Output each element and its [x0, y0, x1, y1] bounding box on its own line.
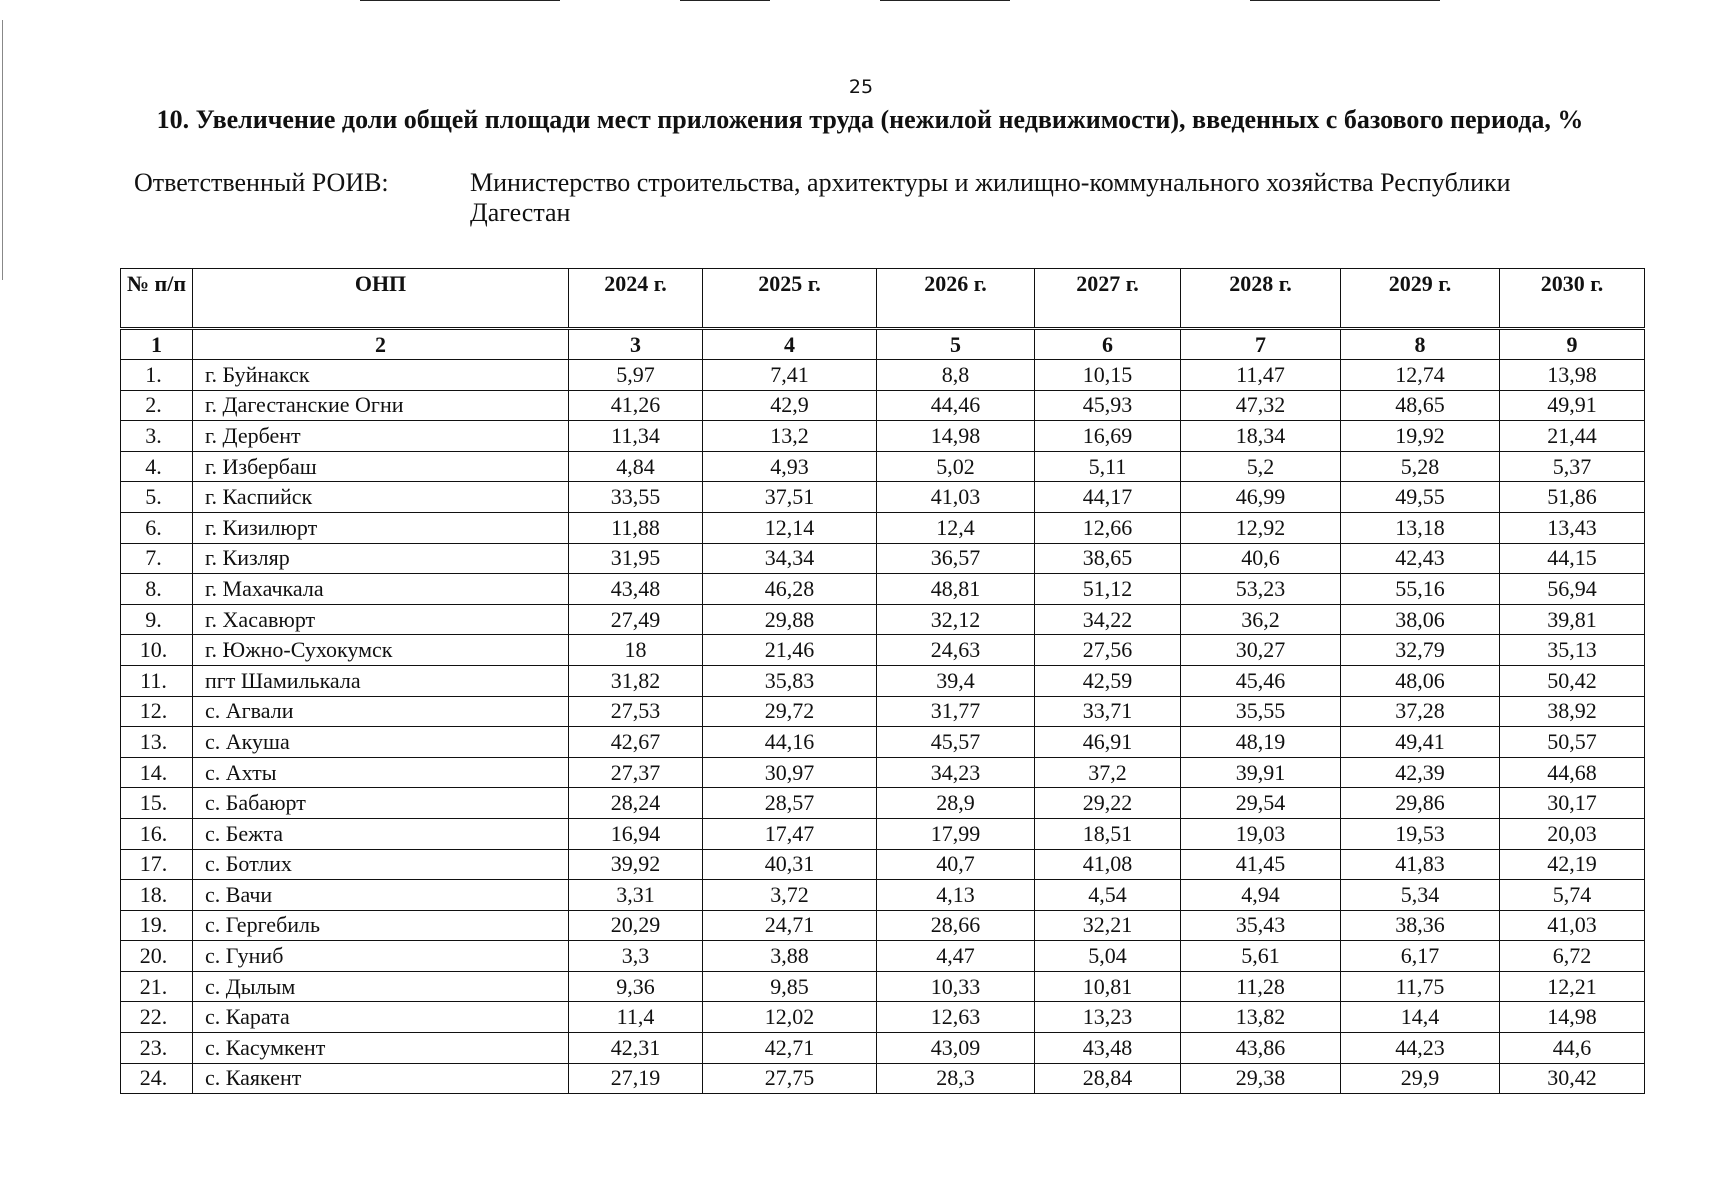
- value-2028: 18,34: [1181, 421, 1341, 452]
- row-number: 16.: [121, 818, 193, 849]
- value-2027: 41,08: [1035, 849, 1181, 880]
- value-2026: 48,81: [877, 574, 1035, 605]
- value-2024: 9,36: [569, 971, 703, 1002]
- row-number: 17.: [121, 849, 193, 880]
- header-settlement: ОНП: [193, 269, 569, 329]
- value-2028: 29,38: [1181, 1063, 1341, 1094]
- value-2026: 44,46: [877, 390, 1035, 421]
- value-2028: 12,92: [1181, 512, 1341, 543]
- value-2029: 13,18: [1341, 512, 1500, 543]
- scan-edge-top-1: [360, 0, 560, 1]
- column-number: 1: [121, 329, 193, 360]
- value-2024: 11,4: [569, 1002, 703, 1033]
- table-header-row: [121, 269, 1645, 329]
- row-number: 1.: [121, 360, 193, 391]
- settlement-name: пгт Шамилькала: [193, 665, 569, 696]
- table-row: [121, 451, 1645, 482]
- settlement-name: с. Агвали: [193, 696, 569, 727]
- value-2027: 32,21: [1035, 910, 1181, 941]
- value-2024: 27,19: [569, 1063, 703, 1094]
- value-2024: 42,31: [569, 1033, 703, 1064]
- row-number: 23.: [121, 1033, 193, 1064]
- value-2030: 44,6: [1500, 1033, 1645, 1064]
- value-2030: 13,43: [1500, 512, 1645, 543]
- row-number: 22.: [121, 1002, 193, 1033]
- value-2025: 29,88: [703, 604, 877, 635]
- value-2030: 5,37: [1500, 451, 1645, 482]
- settlement-name: г. Хасавюрт: [193, 604, 569, 635]
- value-2028: 29,54: [1181, 788, 1341, 819]
- header-number: № п/п: [121, 269, 193, 329]
- row-number: 21.: [121, 971, 193, 1002]
- value-2025: 9,85: [703, 971, 877, 1002]
- table-row: [121, 635, 1645, 666]
- settlement-name: с. Ботлих: [193, 849, 569, 880]
- scan-edge-top-3: [880, 0, 1010, 1]
- value-2024: 28,24: [569, 788, 703, 819]
- value-2025: 42,71: [703, 1033, 877, 1064]
- value-2024: 41,26: [569, 390, 703, 421]
- value-2024: 20,29: [569, 910, 703, 941]
- value-2028: 19,03: [1181, 818, 1341, 849]
- value-2029: 6,17: [1341, 941, 1500, 972]
- header-year-2028: 2028 г.: [1181, 269, 1341, 329]
- value-2026: 28,3: [877, 1063, 1035, 1094]
- table-row: [121, 788, 1645, 819]
- column-number-row: [121, 329, 1645, 360]
- value-2028: 36,2: [1181, 604, 1341, 635]
- settlement-name: с. Касумкент: [193, 1033, 569, 1064]
- table-row: [121, 696, 1645, 727]
- value-2027: 27,56: [1035, 635, 1181, 666]
- value-2029: 48,06: [1341, 665, 1500, 696]
- value-2027: 34,22: [1035, 604, 1181, 635]
- value-2025: 29,72: [703, 696, 877, 727]
- value-2025: 40,31: [703, 849, 877, 880]
- value-2027: 13,23: [1035, 1002, 1181, 1033]
- value-2027: 42,59: [1035, 665, 1181, 696]
- responsible-value: Министерство строительства, архитектуры и жилищно-коммунального хозяйства Республики Дагестан: [470, 168, 1511, 227]
- settlement-name: с. Бежта: [193, 818, 569, 849]
- value-2027: 12,66: [1035, 512, 1181, 543]
- value-2027: 18,51: [1035, 818, 1181, 849]
- row-number: 5.: [121, 482, 193, 513]
- value-2025: 27,75: [703, 1063, 877, 1094]
- value-2029: 12,74: [1341, 360, 1500, 391]
- value-2029: 5,34: [1341, 880, 1500, 911]
- page-number: 25: [848, 76, 874, 98]
- value-2025: 3,88: [703, 941, 877, 972]
- column-number: 2: [193, 329, 569, 360]
- value-2027: 16,69: [1035, 421, 1181, 452]
- row-number: 12.: [121, 696, 193, 727]
- value-2029: 19,92: [1341, 421, 1500, 452]
- value-2030: 42,19: [1500, 849, 1645, 880]
- settlement-name: г. Каспийск: [193, 482, 569, 513]
- scan-edge-left: [2, 20, 3, 280]
- document-title: 10. Увеличение доли общей площади мест приложения труда (нежилой недвижимости), введенных с базового периода, %: [156, 105, 1584, 134]
- value-2024: 31,95: [569, 543, 703, 574]
- value-2027: 4,54: [1035, 880, 1181, 911]
- table-row: [121, 880, 1645, 911]
- value-2027: 45,93: [1035, 390, 1181, 421]
- value-2029: 38,36: [1341, 910, 1500, 941]
- value-2024: 5,97: [569, 360, 703, 391]
- value-2026: 8,8: [877, 360, 1035, 391]
- value-2028: 13,82: [1181, 1002, 1341, 1033]
- value-2024: 4,84: [569, 451, 703, 482]
- value-2028: 53,23: [1181, 574, 1341, 605]
- value-2026: 10,33: [877, 971, 1035, 1002]
- value-2026: 34,23: [877, 757, 1035, 788]
- settlement-name: г. Кизляр: [193, 543, 569, 574]
- row-number: 9.: [121, 604, 193, 635]
- value-2025: 30,97: [703, 757, 877, 788]
- header-year-2026: 2026 г.: [877, 269, 1035, 329]
- value-2025: 46,28: [703, 574, 877, 605]
- value-2024: 27,49: [569, 604, 703, 635]
- value-2028: 46,99: [1181, 482, 1341, 513]
- value-2030: 12,21: [1500, 971, 1645, 1002]
- column-number: 6: [1035, 329, 1181, 360]
- value-2027: 51,12: [1035, 574, 1181, 605]
- row-number: 15.: [121, 788, 193, 819]
- value-2030: 44,15: [1500, 543, 1645, 574]
- value-2025: 7,41: [703, 360, 877, 391]
- value-2029: 11,75: [1341, 971, 1500, 1002]
- table-row: [121, 849, 1645, 880]
- value-2026: 45,57: [877, 727, 1035, 758]
- value-2028: 47,32: [1181, 390, 1341, 421]
- value-2026: 39,4: [877, 665, 1035, 696]
- value-2028: 45,46: [1181, 665, 1341, 696]
- value-2029: 42,43: [1341, 543, 1500, 574]
- value-2030: 50,57: [1500, 727, 1645, 758]
- header-year-2030: 2030 г.: [1500, 269, 1645, 329]
- value-2024: 3,3: [569, 941, 703, 972]
- value-2024: 31,82: [569, 665, 703, 696]
- column-number: 3: [569, 329, 703, 360]
- value-2027: 5,04: [1035, 941, 1181, 972]
- table-row: [121, 1033, 1645, 1064]
- settlement-name: г. Южно-Сухокумск: [193, 635, 569, 666]
- settlement-name: г. Кизилюрт: [193, 512, 569, 543]
- row-number: 10.: [121, 635, 193, 666]
- table-row: [121, 482, 1645, 513]
- value-2024: 27,37: [569, 757, 703, 788]
- value-2024: 11,88: [569, 512, 703, 543]
- value-2030: 49,91: [1500, 390, 1645, 421]
- value-2029: 48,65: [1341, 390, 1500, 421]
- settlement-name: с. Карата: [193, 1002, 569, 1033]
- value-2026: 32,12: [877, 604, 1035, 635]
- table-row: [121, 604, 1645, 635]
- value-2030: 21,44: [1500, 421, 1645, 452]
- value-2025: 12,02: [703, 1002, 877, 1033]
- value-2030: 30,42: [1500, 1063, 1645, 1094]
- table-row: [121, 390, 1645, 421]
- value-2027: 38,65: [1035, 543, 1181, 574]
- value-2030: 51,86: [1500, 482, 1645, 513]
- value-2027: 33,71: [1035, 696, 1181, 727]
- table-row: [121, 1063, 1645, 1094]
- value-2025: 4,93: [703, 451, 877, 482]
- column-number: 5: [877, 329, 1035, 360]
- column-number: 7: [1181, 329, 1341, 360]
- value-2025: 21,46: [703, 635, 877, 666]
- table-row: [121, 665, 1645, 696]
- settlement-name: г. Махачкала: [193, 574, 569, 605]
- settlement-name: с. Ахты: [193, 757, 569, 788]
- value-2030: 56,94: [1500, 574, 1645, 605]
- row-number: 20.: [121, 941, 193, 972]
- settlement-name: г. Дербент: [193, 421, 569, 452]
- column-number: 9: [1500, 329, 1645, 360]
- settlement-name: с. Гергебиль: [193, 910, 569, 941]
- value-2026: 17,99: [877, 818, 1035, 849]
- value-2029: 14,4: [1341, 1002, 1500, 1033]
- value-2026: 43,09: [877, 1033, 1035, 1064]
- row-number: 2.: [121, 390, 193, 421]
- value-2030: 35,13: [1500, 635, 1645, 666]
- header-year-2025: 2025 г.: [703, 269, 877, 329]
- value-2026: 4,13: [877, 880, 1035, 911]
- row-number: 6.: [121, 512, 193, 543]
- value-2030: 6,72: [1500, 941, 1645, 972]
- row-number: 24.: [121, 1063, 193, 1094]
- value-2024: 39,92: [569, 849, 703, 880]
- value-2029: 19,53: [1341, 818, 1500, 849]
- value-2029: 41,83: [1341, 849, 1500, 880]
- value-2029: 49,55: [1341, 482, 1500, 513]
- settlement-name: г. Буйнакск: [193, 360, 569, 391]
- value-2026: 12,63: [877, 1002, 1035, 1033]
- value-2028: 35,55: [1181, 696, 1341, 727]
- value-2027: 10,15: [1035, 360, 1181, 391]
- value-2030: 44,68: [1500, 757, 1645, 788]
- value-2030: 50,42: [1500, 665, 1645, 696]
- value-2030: 13,98: [1500, 360, 1645, 391]
- value-2025: 44,16: [703, 727, 877, 758]
- header-year-2024: 2024 г.: [569, 269, 703, 329]
- value-2029: 37,28: [1341, 696, 1500, 727]
- value-2029: 49,41: [1341, 727, 1500, 758]
- value-2030: 5,74: [1500, 880, 1645, 911]
- value-2028: 11,28: [1181, 971, 1341, 1002]
- value-2026: 36,57: [877, 543, 1035, 574]
- table-row: [121, 818, 1645, 849]
- value-2025: 3,72: [703, 880, 877, 911]
- row-number: 14.: [121, 757, 193, 788]
- value-2026: 24,63: [877, 635, 1035, 666]
- table-row: [121, 1002, 1645, 1033]
- row-number: 11.: [121, 665, 193, 696]
- value-2024: 16,94: [569, 818, 703, 849]
- value-2026: 12,4: [877, 512, 1035, 543]
- header-year-2027: 2027 г.: [1035, 269, 1181, 329]
- indicator-table: [120, 268, 1645, 1094]
- settlement-name: с. Вачи: [193, 880, 569, 911]
- row-number: 18.: [121, 880, 193, 911]
- settlement-name: с. Гуниб: [193, 941, 569, 972]
- value-2028: 30,27: [1181, 635, 1341, 666]
- value-2026: 4,47: [877, 941, 1035, 972]
- table-row: [121, 757, 1645, 788]
- value-2028: 41,45: [1181, 849, 1341, 880]
- value-2027: 44,17: [1035, 482, 1181, 513]
- value-2030: 41,03: [1500, 910, 1645, 941]
- header-year-2029: 2029 г.: [1341, 269, 1500, 329]
- value-2025: 13,2: [703, 421, 877, 452]
- row-number: 8.: [121, 574, 193, 605]
- row-number: 19.: [121, 910, 193, 941]
- settlement-name: с. Бабаюрт: [193, 788, 569, 819]
- table-row: [121, 512, 1645, 543]
- value-2024: 33,55: [569, 482, 703, 513]
- value-2027: 5,11: [1035, 451, 1181, 482]
- value-2026: 14,98: [877, 421, 1035, 452]
- value-2027: 37,2: [1035, 757, 1181, 788]
- row-number: 3.: [121, 421, 193, 452]
- scan-edge-top-2: [680, 0, 770, 1]
- value-2030: 30,17: [1500, 788, 1645, 819]
- value-2024: 27,53: [569, 696, 703, 727]
- value-2028: 40,6: [1181, 543, 1341, 574]
- value-2028: 4,94: [1181, 880, 1341, 911]
- row-number: 4.: [121, 451, 193, 482]
- table-row: [121, 543, 1645, 574]
- value-2025: 34,34: [703, 543, 877, 574]
- value-2028: 48,19: [1181, 727, 1341, 758]
- value-2029: 55,16: [1341, 574, 1500, 605]
- table-row: [121, 421, 1645, 452]
- table-row: [121, 574, 1645, 605]
- scan-edge-top-4: [1250, 0, 1440, 1]
- value-2028: 35,43: [1181, 910, 1341, 941]
- table-body: [121, 360, 1645, 1094]
- value-2030: 20,03: [1500, 818, 1645, 849]
- row-number: 13.: [121, 727, 193, 758]
- value-2026: 41,03: [877, 482, 1035, 513]
- responsible-label: Ответственный РОИВ:: [134, 168, 389, 197]
- settlement-name: с. Акуша: [193, 727, 569, 758]
- settlement-name: с. Каякент: [193, 1063, 569, 1094]
- table-row: [121, 941, 1645, 972]
- settlement-name: с. Дылым: [193, 971, 569, 1002]
- value-2028: 5,2: [1181, 451, 1341, 482]
- value-2027: 28,84: [1035, 1063, 1181, 1094]
- value-2025: 17,47: [703, 818, 877, 849]
- value-2030: 39,81: [1500, 604, 1645, 635]
- value-2026: 5,02: [877, 451, 1035, 482]
- value-2029: 42,39: [1341, 757, 1500, 788]
- value-2026: 31,77: [877, 696, 1035, 727]
- settlement-name: г. Избербаш: [193, 451, 569, 482]
- value-2029: 29,86: [1341, 788, 1500, 819]
- table-row: [121, 910, 1645, 941]
- value-2027: 10,81: [1035, 971, 1181, 1002]
- table-row: [121, 360, 1645, 391]
- row-number: 7.: [121, 543, 193, 574]
- value-2030: 14,98: [1500, 1002, 1645, 1033]
- value-2025: 28,57: [703, 788, 877, 819]
- value-2026: 28,66: [877, 910, 1035, 941]
- value-2029: 32,79: [1341, 635, 1500, 666]
- table-row: [121, 727, 1645, 758]
- table-row: [121, 971, 1645, 1002]
- value-2025: 37,51: [703, 482, 877, 513]
- value-2030: 38,92: [1500, 696, 1645, 727]
- value-2024: 11,34: [569, 421, 703, 452]
- value-2026: 40,7: [877, 849, 1035, 880]
- value-2029: 29,9: [1341, 1063, 1500, 1094]
- value-2024: 3,31: [569, 880, 703, 911]
- value-2026: 28,9: [877, 788, 1035, 819]
- column-number: 4: [703, 329, 877, 360]
- value-2024: 18: [569, 635, 703, 666]
- value-2025: 24,71: [703, 910, 877, 941]
- value-2025: 12,14: [703, 512, 877, 543]
- value-2028: 5,61: [1181, 941, 1341, 972]
- value-2029: 44,23: [1341, 1033, 1500, 1064]
- settlement-name: г. Дагестанские Огни: [193, 390, 569, 421]
- column-number: 8: [1341, 329, 1500, 360]
- value-2029: 5,28: [1341, 451, 1500, 482]
- value-2025: 42,9: [703, 390, 877, 421]
- value-2027: 29,22: [1035, 788, 1181, 819]
- value-2027: 43,48: [1035, 1033, 1181, 1064]
- value-2024: 43,48: [569, 574, 703, 605]
- value-2027: 46,91: [1035, 727, 1181, 758]
- value-2025: 35,83: [703, 665, 877, 696]
- value-2028: 43,86: [1181, 1033, 1341, 1064]
- value-2028: 39,91: [1181, 757, 1341, 788]
- value-2029: 38,06: [1341, 604, 1500, 635]
- value-2028: 11,47: [1181, 360, 1341, 391]
- value-2024: 42,67: [569, 727, 703, 758]
